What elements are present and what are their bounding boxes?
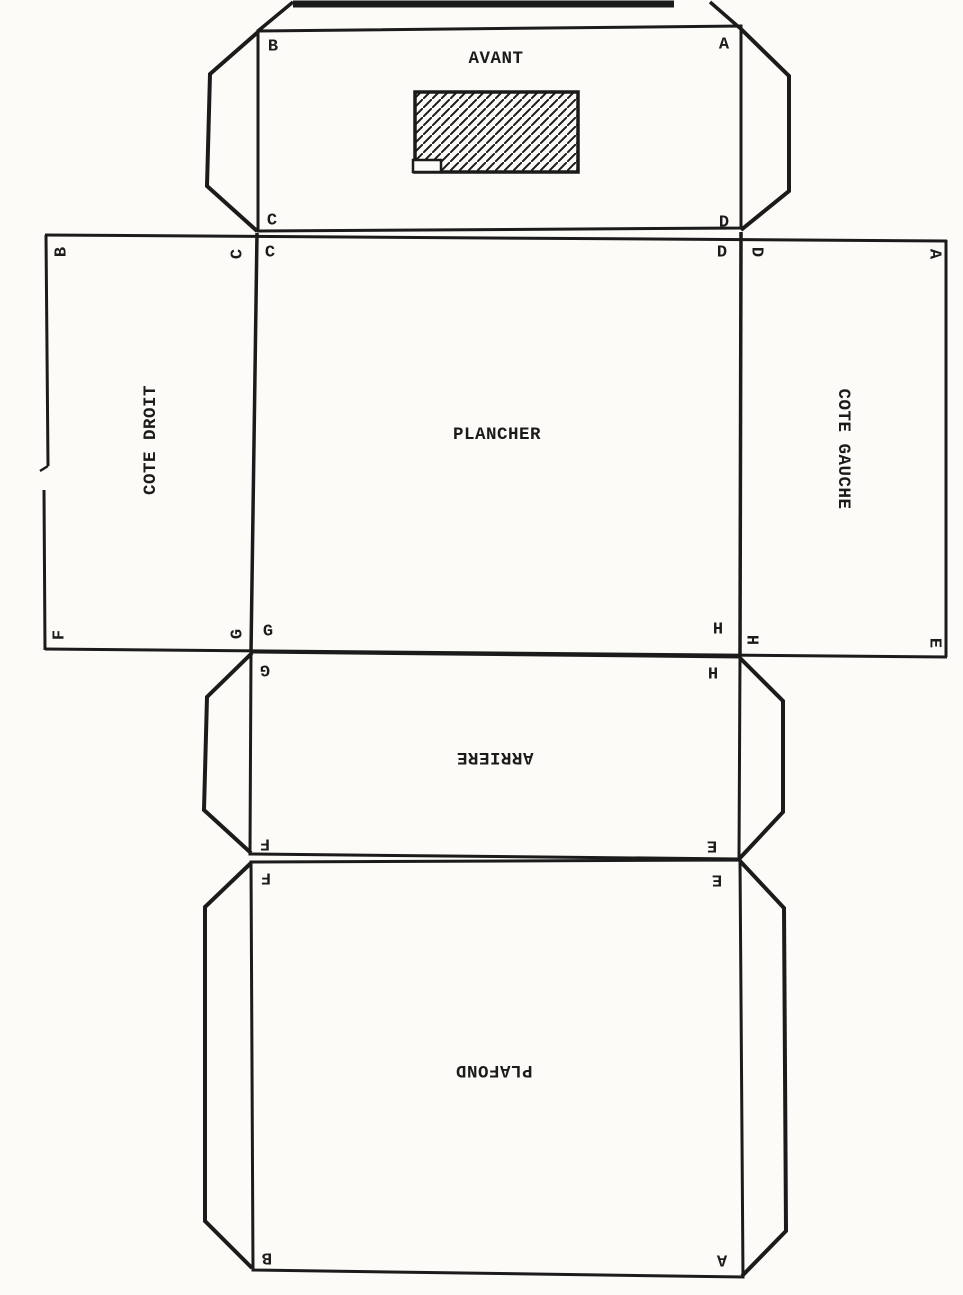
arriere-corner-bottom-right: E <box>706 835 718 855</box>
plafond-title: PLAFOND <box>455 1060 533 1080</box>
plancher-corner-bottom-right: H <box>712 620 724 640</box>
cote-droit-left-edge-upper <box>46 235 48 466</box>
avant-right-corner-flap <box>741 29 789 230</box>
fold-line-left <box>251 233 257 652</box>
arriere-corner-bottom-left: F <box>259 833 271 853</box>
cote-gauche-panel <box>742 247 944 648</box>
arriere-corner-top-right: H <box>707 661 719 681</box>
plancher-corner-bottom-left: G <box>262 622 274 642</box>
plafond-left-corner-flap <box>205 863 252 1268</box>
avant-corner-top-left: B <box>267 37 279 57</box>
cote-droit-left-edge-lower <box>44 490 45 650</box>
cote-droit-left-edge-notch <box>40 466 48 471</box>
avant-title: AVANT <box>468 49 524 69</box>
cote-gauche-corner-top-left: D <box>746 246 766 258</box>
cote-gauche-corner-top-right: A <box>924 248 944 260</box>
hatched-window-notch <box>413 160 441 172</box>
fold-line-right <box>740 232 741 656</box>
avant-corner-bottom-left: C <box>266 211 278 231</box>
plafond-corner-top-right: E <box>711 869 723 889</box>
plafond-corner-top-left: F <box>260 867 272 887</box>
arriere-right-corner-flap <box>740 658 783 858</box>
plafond-corner-bottom-left: B <box>261 1247 273 1267</box>
cote-droit-panel <box>51 247 248 640</box>
arriere-title: ARRIERE <box>456 747 534 767</box>
arriere-left-corner-flap <box>204 653 252 853</box>
top-glue-flap-left-slant <box>258 2 293 31</box>
plancher-corner-top-right: D <box>716 243 728 263</box>
plafond-panel <box>205 860 786 1277</box>
avant-panel <box>207 26 789 233</box>
avant-corner-bottom-right: D <box>718 213 730 233</box>
plafond-right-corner-flap <box>740 861 786 1276</box>
cote-droit-title: COTE DROIT <box>141 384 161 496</box>
arriere-panel <box>204 652 783 859</box>
middle-row-top-edge <box>45 235 947 241</box>
cote-gauche-corner-bottom-left: H <box>741 634 761 646</box>
avant-left-corner-flap <box>207 32 258 231</box>
plancher-title: PLANCHER <box>452 425 542 445</box>
plancher-corner-top-left: C <box>264 243 276 263</box>
cote-droit-corner-bottom-right: G <box>228 628 248 640</box>
cote-droit-corner-bottom-left: F <box>50 629 70 641</box>
avant-corner-top-right: A <box>718 35 730 55</box>
cote-droit-corner-top-left: B <box>52 246 72 258</box>
plancher-panel <box>263 244 727 642</box>
plafond-corner-bottom-right: A <box>716 1249 728 1269</box>
cote-droit-corner-top-right: C <box>228 248 248 260</box>
cote-gauche-corner-bottom-right: E <box>924 637 944 649</box>
arriere-corner-top-left: G <box>259 659 271 679</box>
cote-gauche-title: COTE GAUCHE <box>833 388 853 510</box>
